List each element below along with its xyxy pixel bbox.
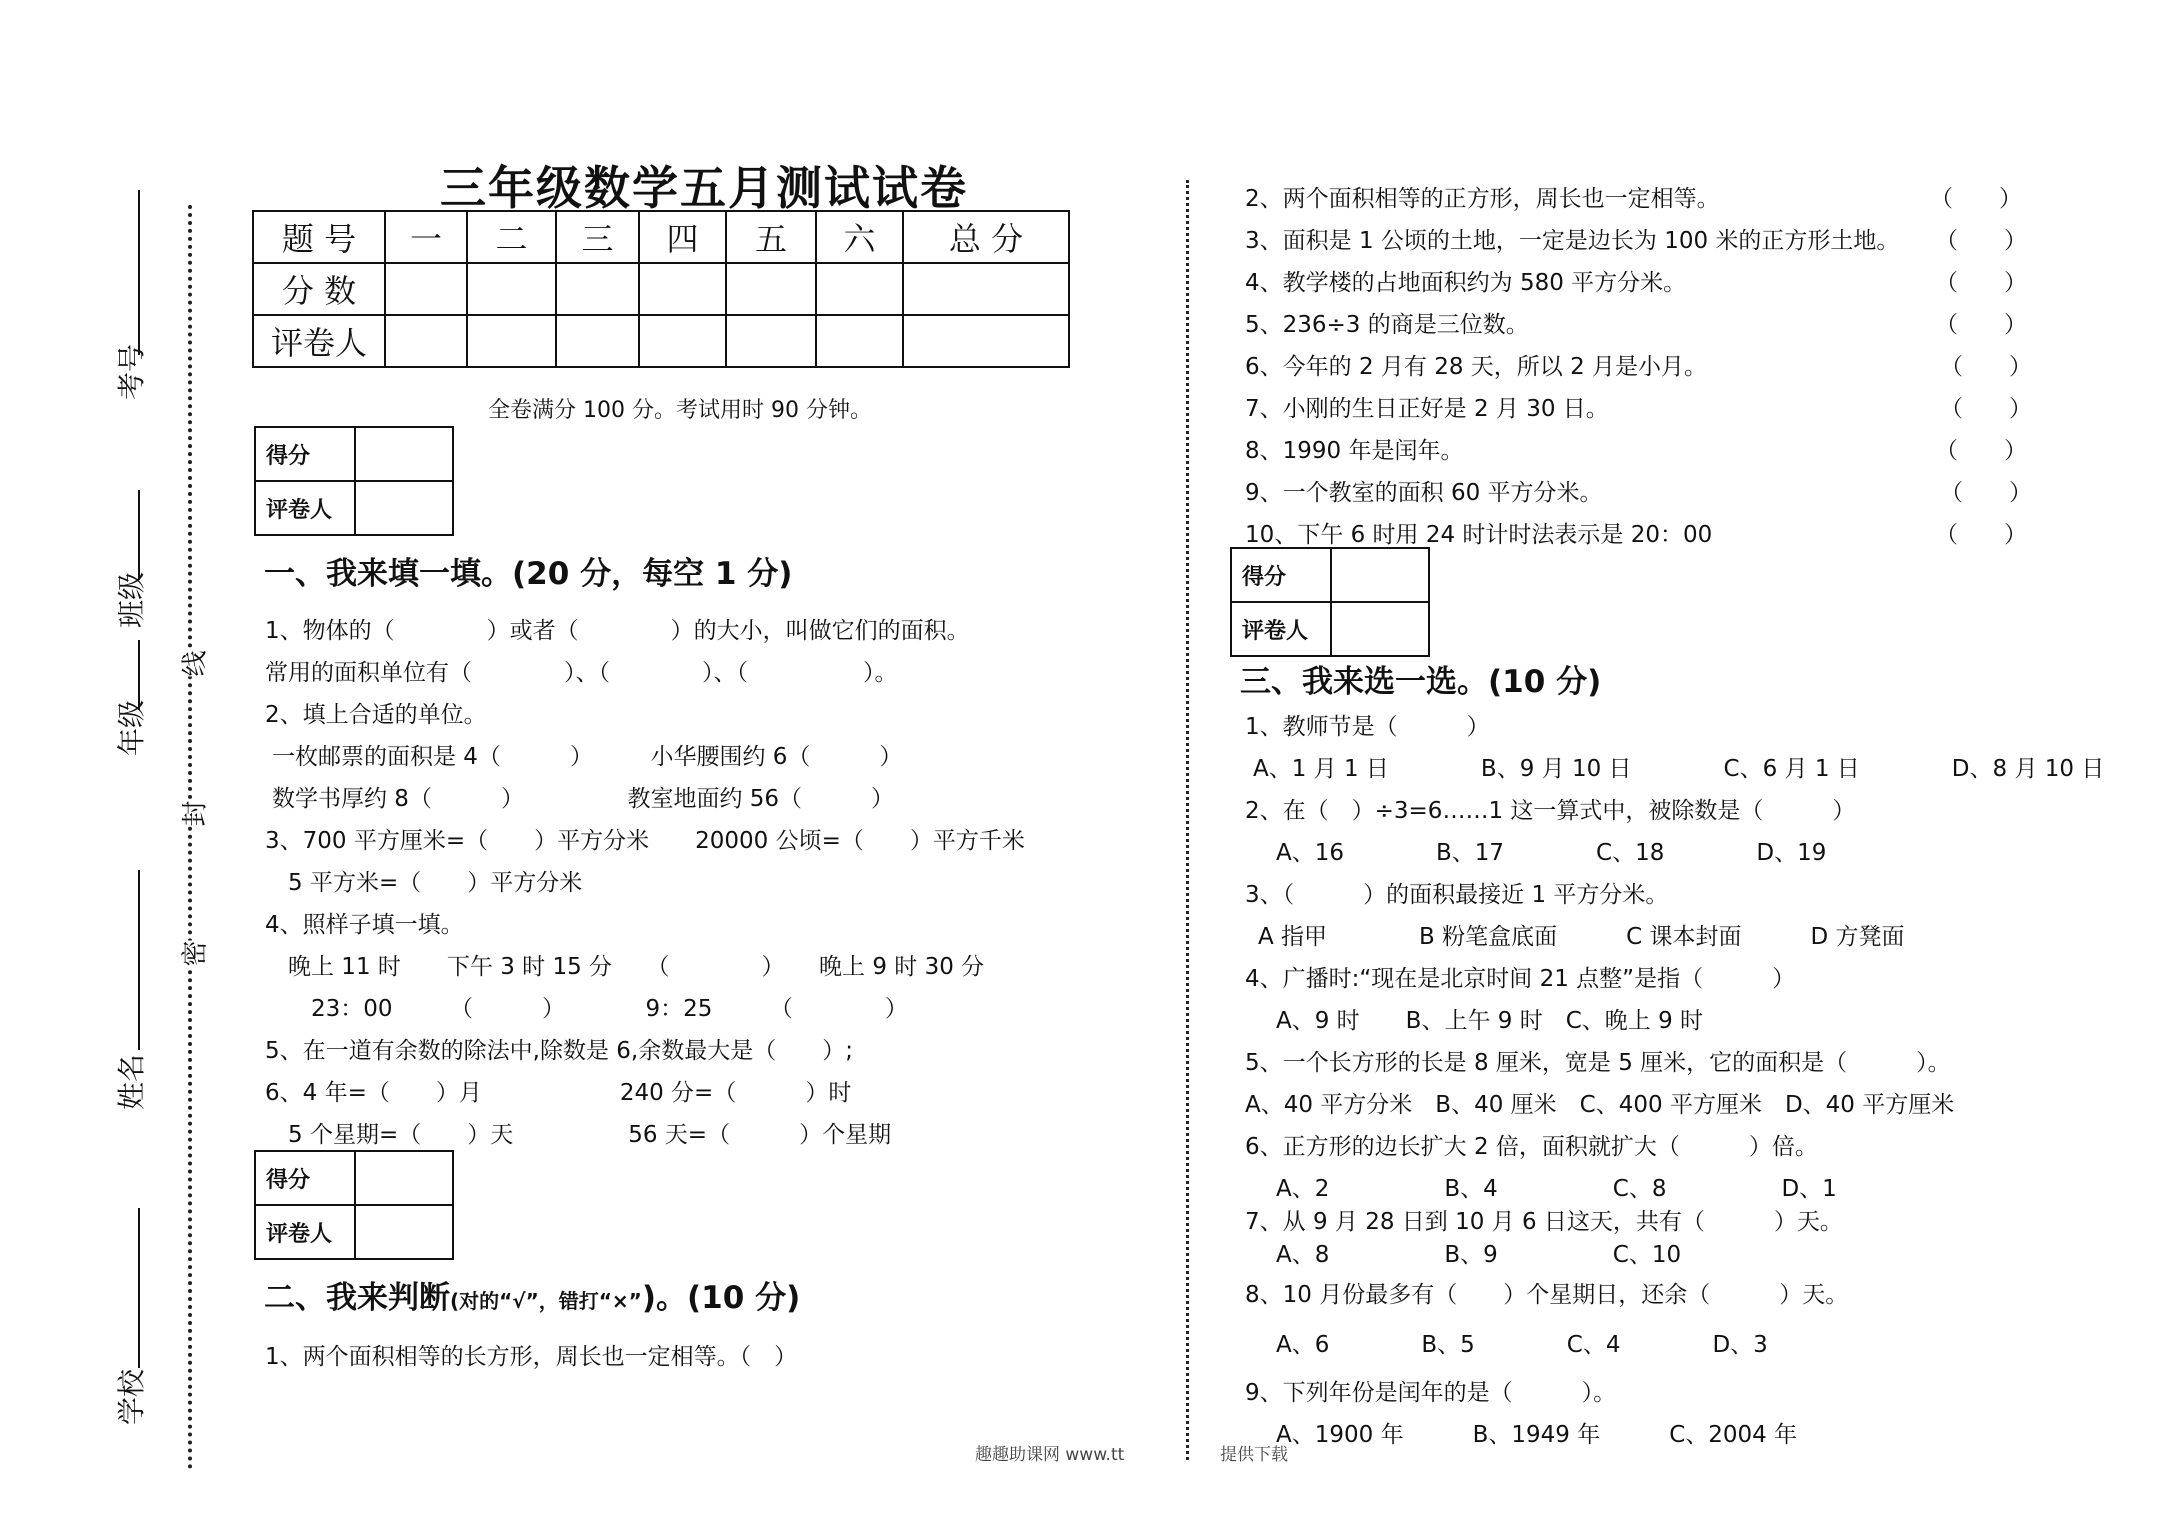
score-cell[interactable]	[467, 263, 556, 315]
question-line: 6、正方形的边长扩大 2 倍，面积就扩大（ ）倍。	[1245, 1134, 1818, 1160]
header-cell: 一	[385, 211, 467, 263]
row-label: 分 数	[253, 263, 385, 315]
question-line: 6、4 年=（ ）月 240 分=（ ）时	[265, 1080, 852, 1106]
header-cell: 三	[556, 211, 639, 263]
option-line: A、6 B、5 C、4 D、3	[1253, 1332, 1768, 1358]
answer-paren[interactable]: （ ）	[1930, 186, 2022, 212]
question-line: 9、下列年份是闰年的是（ ）。	[1245, 1380, 1617, 1406]
section-2-title: 二、我来判断	[264, 1280, 450, 1316]
grader-cell[interactable]	[639, 315, 726, 367]
question-line: 8、1990 年是闰年。	[1245, 438, 1464, 464]
grade-box-score-field[interactable]	[1331, 548, 1429, 602]
header-cell: 总 分	[903, 211, 1069, 263]
grade-box-score-field[interactable]	[355, 1151, 453, 1205]
question-line: 5、一个长方形的长是 8 厘米，宽是 5 厘米，它的面积是（ ）。	[1245, 1050, 1951, 1076]
grade-box	[254, 1150, 454, 1260]
row-label: 评卷人	[253, 315, 385, 367]
grader-cell[interactable]	[556, 315, 639, 367]
question-line: 7、从 9 月 28 日到 10 月 6 日这天，共有（ ）天。	[1245, 1209, 1843, 1235]
header-cell: 四	[639, 211, 726, 263]
section-2-instruction: (对的“√”，错打“×”	[450, 1289, 642, 1313]
answer-paren[interactable]: （ ）	[1935, 438, 2027, 464]
question-line: 10、下午 6 时用 24 时计时法表示是 20：00	[1245, 522, 1713, 548]
question-line: 5、在一道有余数的除法中,除数是 6,余数最大是（ ）;	[265, 1038, 853, 1064]
score-cell[interactable]	[816, 263, 903, 315]
grade-box-grader-field[interactable]	[355, 1205, 453, 1259]
score-cell[interactable]	[903, 263, 1069, 315]
class-label: 班级	[115, 571, 148, 628]
grade-box-grader-label: 评卷人	[255, 1205, 355, 1259]
header-cell: 六	[816, 211, 903, 263]
page-divider	[1186, 180, 1189, 1460]
grade-box-score-field[interactable]	[355, 427, 453, 481]
section-2-points: )。(10 分)	[641, 1280, 801, 1316]
grader-cell[interactable]	[903, 315, 1069, 367]
answer-paren[interactable]: （ ）	[1935, 312, 2027, 338]
question-line: 5、236÷3 的商是三位数。	[1245, 312, 1529, 338]
question-line: 2、填上合适的单位。	[265, 702, 487, 728]
option-line: A、2 B、4 C、8 D、1	[1253, 1176, 1837, 1202]
question-line: 1、两个面积相等的长方形，周长也一定相等。（ ）	[265, 1344, 798, 1370]
question-line: 6、今年的 2 月有 28 天，所以 2 月是小月。	[1245, 354, 1708, 380]
name-line	[138, 870, 140, 1050]
seal-char-secret: 密	[175, 940, 212, 966]
question-line: 数学书厚约 8（ ） 教室地面约 56（ ）	[272, 786, 895, 812]
header-cell: 二	[467, 211, 556, 263]
option-line: A、16 B、17 C、18 D、19	[1253, 840, 1827, 866]
answer-paren[interactable]: （ ）	[1935, 228, 2027, 254]
grader-cell[interactable]	[385, 315, 467, 367]
option-line: A 指甲 B 粉笔盒底面 C 课本封面 D 方凳面	[1258, 924, 1905, 950]
score-cell[interactable]	[726, 263, 816, 315]
page-title: 三年级数学五月测试试卷	[440, 161, 968, 215]
grade-box-grader-label: 评卷人	[1231, 602, 1331, 656]
grade-box	[1230, 547, 1430, 657]
grade-line	[138, 640, 140, 710]
question-line: 1、教师节是（ ）	[1245, 714, 1490, 740]
grade-box-score-label: 得分	[255, 1151, 355, 1205]
question-line: 一枚邮票的面积是 4（ ） 小华腰围约 6（ ）	[272, 744, 903, 770]
exam-number-line	[138, 190, 140, 355]
school-label: 学校	[115, 1368, 148, 1425]
grader-cell[interactable]	[726, 315, 816, 367]
question-line: 常用的面积单位有（ ）、（ ）、（ ）。	[265, 660, 898, 686]
section-1-heading: 一、我来填一填。(20 分，每空 1 分)	[264, 556, 793, 592]
section-3-heading: 三、我来选一选。(10 分)	[1240, 664, 1602, 700]
seal-char-seal: 封	[175, 800, 212, 826]
grade-box-score-label: 得分	[1231, 548, 1331, 602]
seal-char-line: 线	[175, 650, 212, 676]
header-cell: 题 号	[253, 211, 385, 263]
grader-cell[interactable]	[816, 315, 903, 367]
question-line: 3、700 平方厘米=（ ）平方分米 20000 公顷=（ ）平方千米	[265, 828, 1025, 854]
grade-label: 年级	[115, 699, 148, 756]
option-line: A、8 B、9 C、10	[1253, 1242, 1682, 1268]
footer-left: 趣趣助课网 www.tt	[975, 1445, 1125, 1465]
footer-right: 提供下载	[1220, 1445, 1288, 1465]
option-line: A、40 平方分米 B、40 厘米 C、400 平方厘米 D、40 平方厘米	[1245, 1092, 1955, 1118]
grade-box-score-label: 得分	[255, 427, 355, 481]
question-line: 5 个星期=（ ）天 56 天=（ ）个星期	[265, 1122, 892, 1148]
grade-box-grader-field[interactable]	[1331, 602, 1429, 656]
question-line: 2、在（ ）÷3=6……1 这一算式中，被除数是（ ）	[1245, 798, 1856, 824]
grade-box-grader-field[interactable]	[355, 481, 453, 535]
question-line: 4、广播时:“现在是北京时间 21 点整”是指（ ）	[1245, 966, 1796, 992]
question-line: 4、照样子填一填。	[265, 912, 464, 938]
grade-box-grader-label: 评卷人	[255, 481, 355, 535]
exam-note: 全卷满分 100 分。考试用时 90 分钟。	[488, 398, 872, 423]
seal-dotted-line	[188, 205, 192, 1470]
answer-paren[interactable]: （ ）	[1940, 480, 2032, 506]
answer-paren[interactable]: （ ）	[1935, 270, 2027, 296]
exam-number-label: 考号	[115, 343, 148, 400]
question-line: 3、（ ）的面积最接近 1 平方分米。	[1245, 882, 1669, 908]
question-line: 23：00 （ ） 9：25 （ ）	[265, 996, 908, 1022]
name-label: 姓名	[115, 1053, 148, 1110]
header-cell: 五	[726, 211, 816, 263]
question-line: 7、小刚的生日正好是 2 月 30 日。	[1245, 396, 1609, 422]
question-line: 5 平方米=（ ）平方分米	[265, 870, 583, 896]
question-line: 8、10 月份最多有（ ）个星期日，还余（ ）天。	[1245, 1282, 1849, 1308]
option-line: A、1 月 1 日 B、9 月 10 日 C、6 月 1 日 D、8 月 10 日	[1253, 756, 2105, 782]
question-line: 9、一个教室的面积 60 平方分米。	[1245, 480, 1603, 506]
option-line: A、1900 年 B、1949 年 C、2004 年	[1253, 1422, 1798, 1448]
score-cell[interactable]	[639, 263, 726, 315]
grade-box	[254, 426, 454, 536]
score-table	[252, 210, 1070, 368]
score-cell[interactable]	[385, 263, 467, 315]
class-line	[138, 490, 140, 580]
question-line: 3、面积是 1 公顷的土地，一定是边长为 100 米的正方形土地。	[1245, 228, 1900, 254]
answer-paren[interactable]: （ ）	[1940, 354, 2032, 380]
question-line: 2、两个面积相等的正方形，周长也一定相等。	[1245, 186, 1720, 212]
question-line: 1、物体的（ ）或者（ ）的大小，叫做它们的面积。	[265, 618, 970, 644]
section-2-heading	[264, 1272, 800, 1317]
question-line: 晚上 11 时 下午 3 时 15 分 （ ） 晚上 9 时 30 分	[265, 954, 985, 980]
answer-paren[interactable]: （ ）	[1940, 396, 2032, 422]
question-line: 4、教学楼的占地面积约为 580 平方分米。	[1245, 270, 1687, 296]
grader-cell[interactable]	[467, 315, 556, 367]
score-cell[interactable]	[556, 263, 639, 315]
option-line: A、9 时 B、上午 9 时 C、晚上 9 时	[1253, 1008, 1704, 1034]
answer-paren[interactable]: （ ）	[1935, 522, 2027, 548]
school-line	[138, 1208, 140, 1368]
